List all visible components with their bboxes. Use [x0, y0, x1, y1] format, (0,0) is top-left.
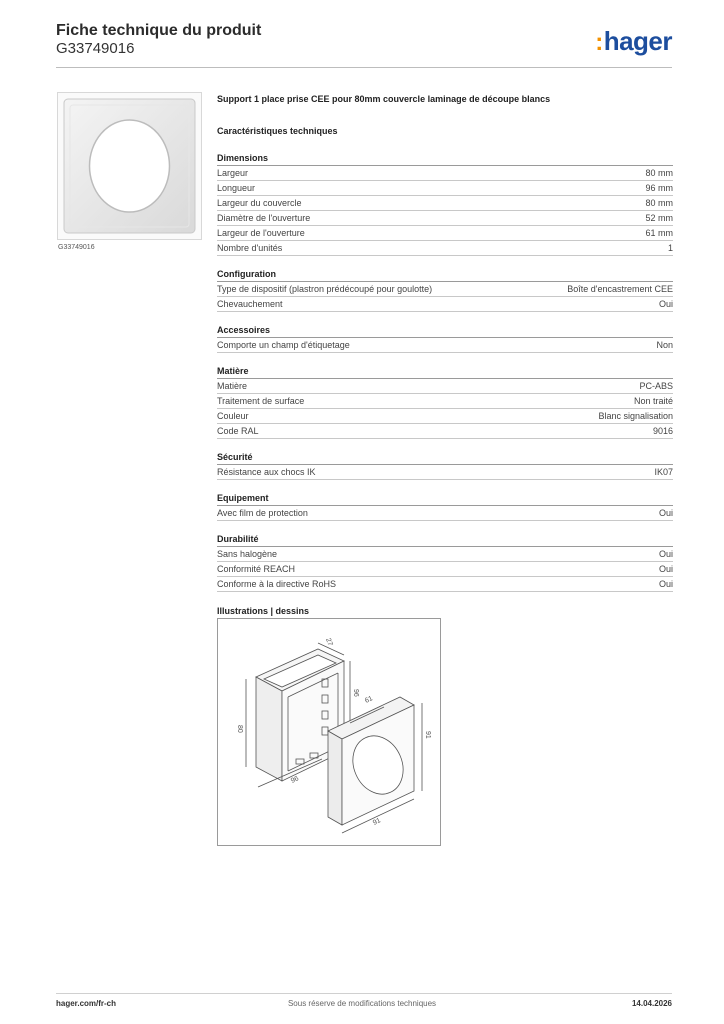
- spec-value: 61 mm: [645, 228, 673, 238]
- spec-row: [217, 338, 673, 353]
- spec-section: [217, 492, 673, 521]
- dim-cover-opening: 61: [363, 695, 374, 705]
- logo-dots-icon: :: [595, 29, 603, 56]
- section-title: Matière: [217, 365, 673, 379]
- spec-row: [217, 424, 673, 439]
- spec-label: Résistance aux chocs IK: [217, 467, 316, 477]
- logo-text: hager: [603, 26, 672, 56]
- spec-row: [217, 226, 673, 241]
- spec-label: Largeur: [217, 168, 249, 178]
- spec-value: 80 mm: [645, 198, 673, 208]
- section-title: Configuration: [217, 268, 673, 282]
- footer-date: 14.04.2026: [631, 999, 672, 1008]
- spec-value: IK07: [654, 467, 673, 477]
- section-title: Accessoires: [217, 324, 673, 338]
- hager-logo: [595, 26, 672, 57]
- spec-value: 52 mm: [645, 213, 673, 223]
- page-title: Fiche technique du produit: [56, 22, 262, 39]
- spec-value: Oui: [658, 299, 673, 309]
- spec-label: Largeur de l'ouverture: [217, 228, 305, 238]
- spec-row: [217, 506, 673, 521]
- product-title: Support 1 place prise CEE pour 80mm couvercle laminage de découpe blancs: [217, 94, 551, 104]
- spec-row: [217, 211, 673, 226]
- technical-drawing: [217, 618, 441, 846]
- spec-content: [217, 94, 673, 616]
- spec-row: [217, 241, 673, 256]
- spec-row: [217, 465, 673, 480]
- section-title: Equipement: [217, 492, 673, 506]
- section-title: Durabilité: [217, 533, 673, 547]
- dim-box-width: 80: [236, 725, 243, 733]
- spec-section: [217, 365, 673, 439]
- spec-value: Oui: [658, 564, 673, 574]
- spec-value: Oui: [658, 579, 673, 589]
- spec-label: Type de dispositif (plastron prédécoupé pour goulotte): [217, 284, 433, 294]
- spec-row: [217, 282, 673, 297]
- spec-label: Conformité REACH: [217, 564, 296, 574]
- spec-section: [217, 324, 673, 353]
- spec-label: Sans halogène: [217, 549, 278, 559]
- product-image: [57, 92, 202, 240]
- image-caption: G33749016: [58, 244, 95, 251]
- spec-section: [217, 268, 673, 312]
- spec-sections: [217, 152, 673, 592]
- spec-row: [217, 577, 673, 592]
- spec-value: Oui: [658, 549, 673, 559]
- footer-website[interactable]: hager.com/fr-ch: [56, 999, 117, 1008]
- spec-label: Longueur: [217, 183, 256, 193]
- spec-value: Oui: [658, 508, 673, 518]
- spec-label: Avec film de protection: [217, 508, 308, 518]
- spec-row: [217, 181, 673, 196]
- spec-value: Blanc signalisation: [598, 411, 673, 421]
- dim-box-height: 96: [352, 689, 359, 697]
- spec-label: Traitement de surface: [217, 396, 305, 406]
- footer-divider: [56, 993, 672, 994]
- spec-row: [217, 196, 673, 211]
- spec-label: Code RAL: [217, 426, 259, 436]
- product-frame-icon: [58, 93, 201, 239]
- spec-row: [217, 562, 673, 577]
- spec-label: Couleur: [217, 411, 249, 421]
- dim-box-length: 96: [289, 775, 300, 785]
- spec-section: [217, 451, 673, 480]
- product-code: G33749016: [56, 40, 135, 57]
- dim-cover-width: 91: [371, 817, 382, 827]
- specs-heading: Caractéristiques techniques: [217, 126, 338, 136]
- spec-label: Nombre d'unités: [217, 243, 283, 253]
- spec-section: [217, 533, 673, 592]
- footer-notice: Sous réserve de modifications techniques: [287, 999, 437, 1008]
- spec-value: 1: [667, 243, 673, 253]
- spec-row: [217, 166, 673, 181]
- spec-row: [217, 409, 673, 424]
- spec-value: Non: [656, 340, 673, 350]
- spec-value: 96 mm: [645, 183, 673, 193]
- spec-label: Chevauchement: [217, 299, 283, 309]
- dimension-drawing-icon: [218, 619, 440, 845]
- spec-value: Boîte d'encastrement CEE: [567, 284, 673, 294]
- header-divider: [56, 67, 672, 68]
- spec-row: [217, 297, 673, 312]
- spec-row: [217, 547, 673, 562]
- spec-row: [217, 394, 673, 409]
- dim-box-depth: 27: [324, 637, 334, 648]
- spec-label: Matière: [217, 381, 248, 391]
- spec-row: [217, 379, 673, 394]
- spec-label: Largeur du couvercle: [217, 198, 302, 208]
- spec-value: PC-ABS: [639, 381, 673, 391]
- spec-value: 80 mm: [645, 168, 673, 178]
- spec-label: Comporte un champ d'étiquetage: [217, 340, 350, 350]
- section-title: Dimensions: [217, 152, 673, 166]
- spec-label: Conforme à la directive RoHS: [217, 579, 337, 589]
- dim-cover-height: 91: [424, 731, 431, 739]
- spec-value: 9016: [652, 426, 673, 436]
- spec-section: [217, 152, 673, 256]
- spec-value: Non traité: [633, 396, 673, 406]
- section-title: Sécurité: [217, 451, 673, 465]
- illustrations-heading: Illustrations | dessins: [217, 606, 310, 616]
- spec-label: Diamètre de l'ouverture: [217, 213, 311, 223]
